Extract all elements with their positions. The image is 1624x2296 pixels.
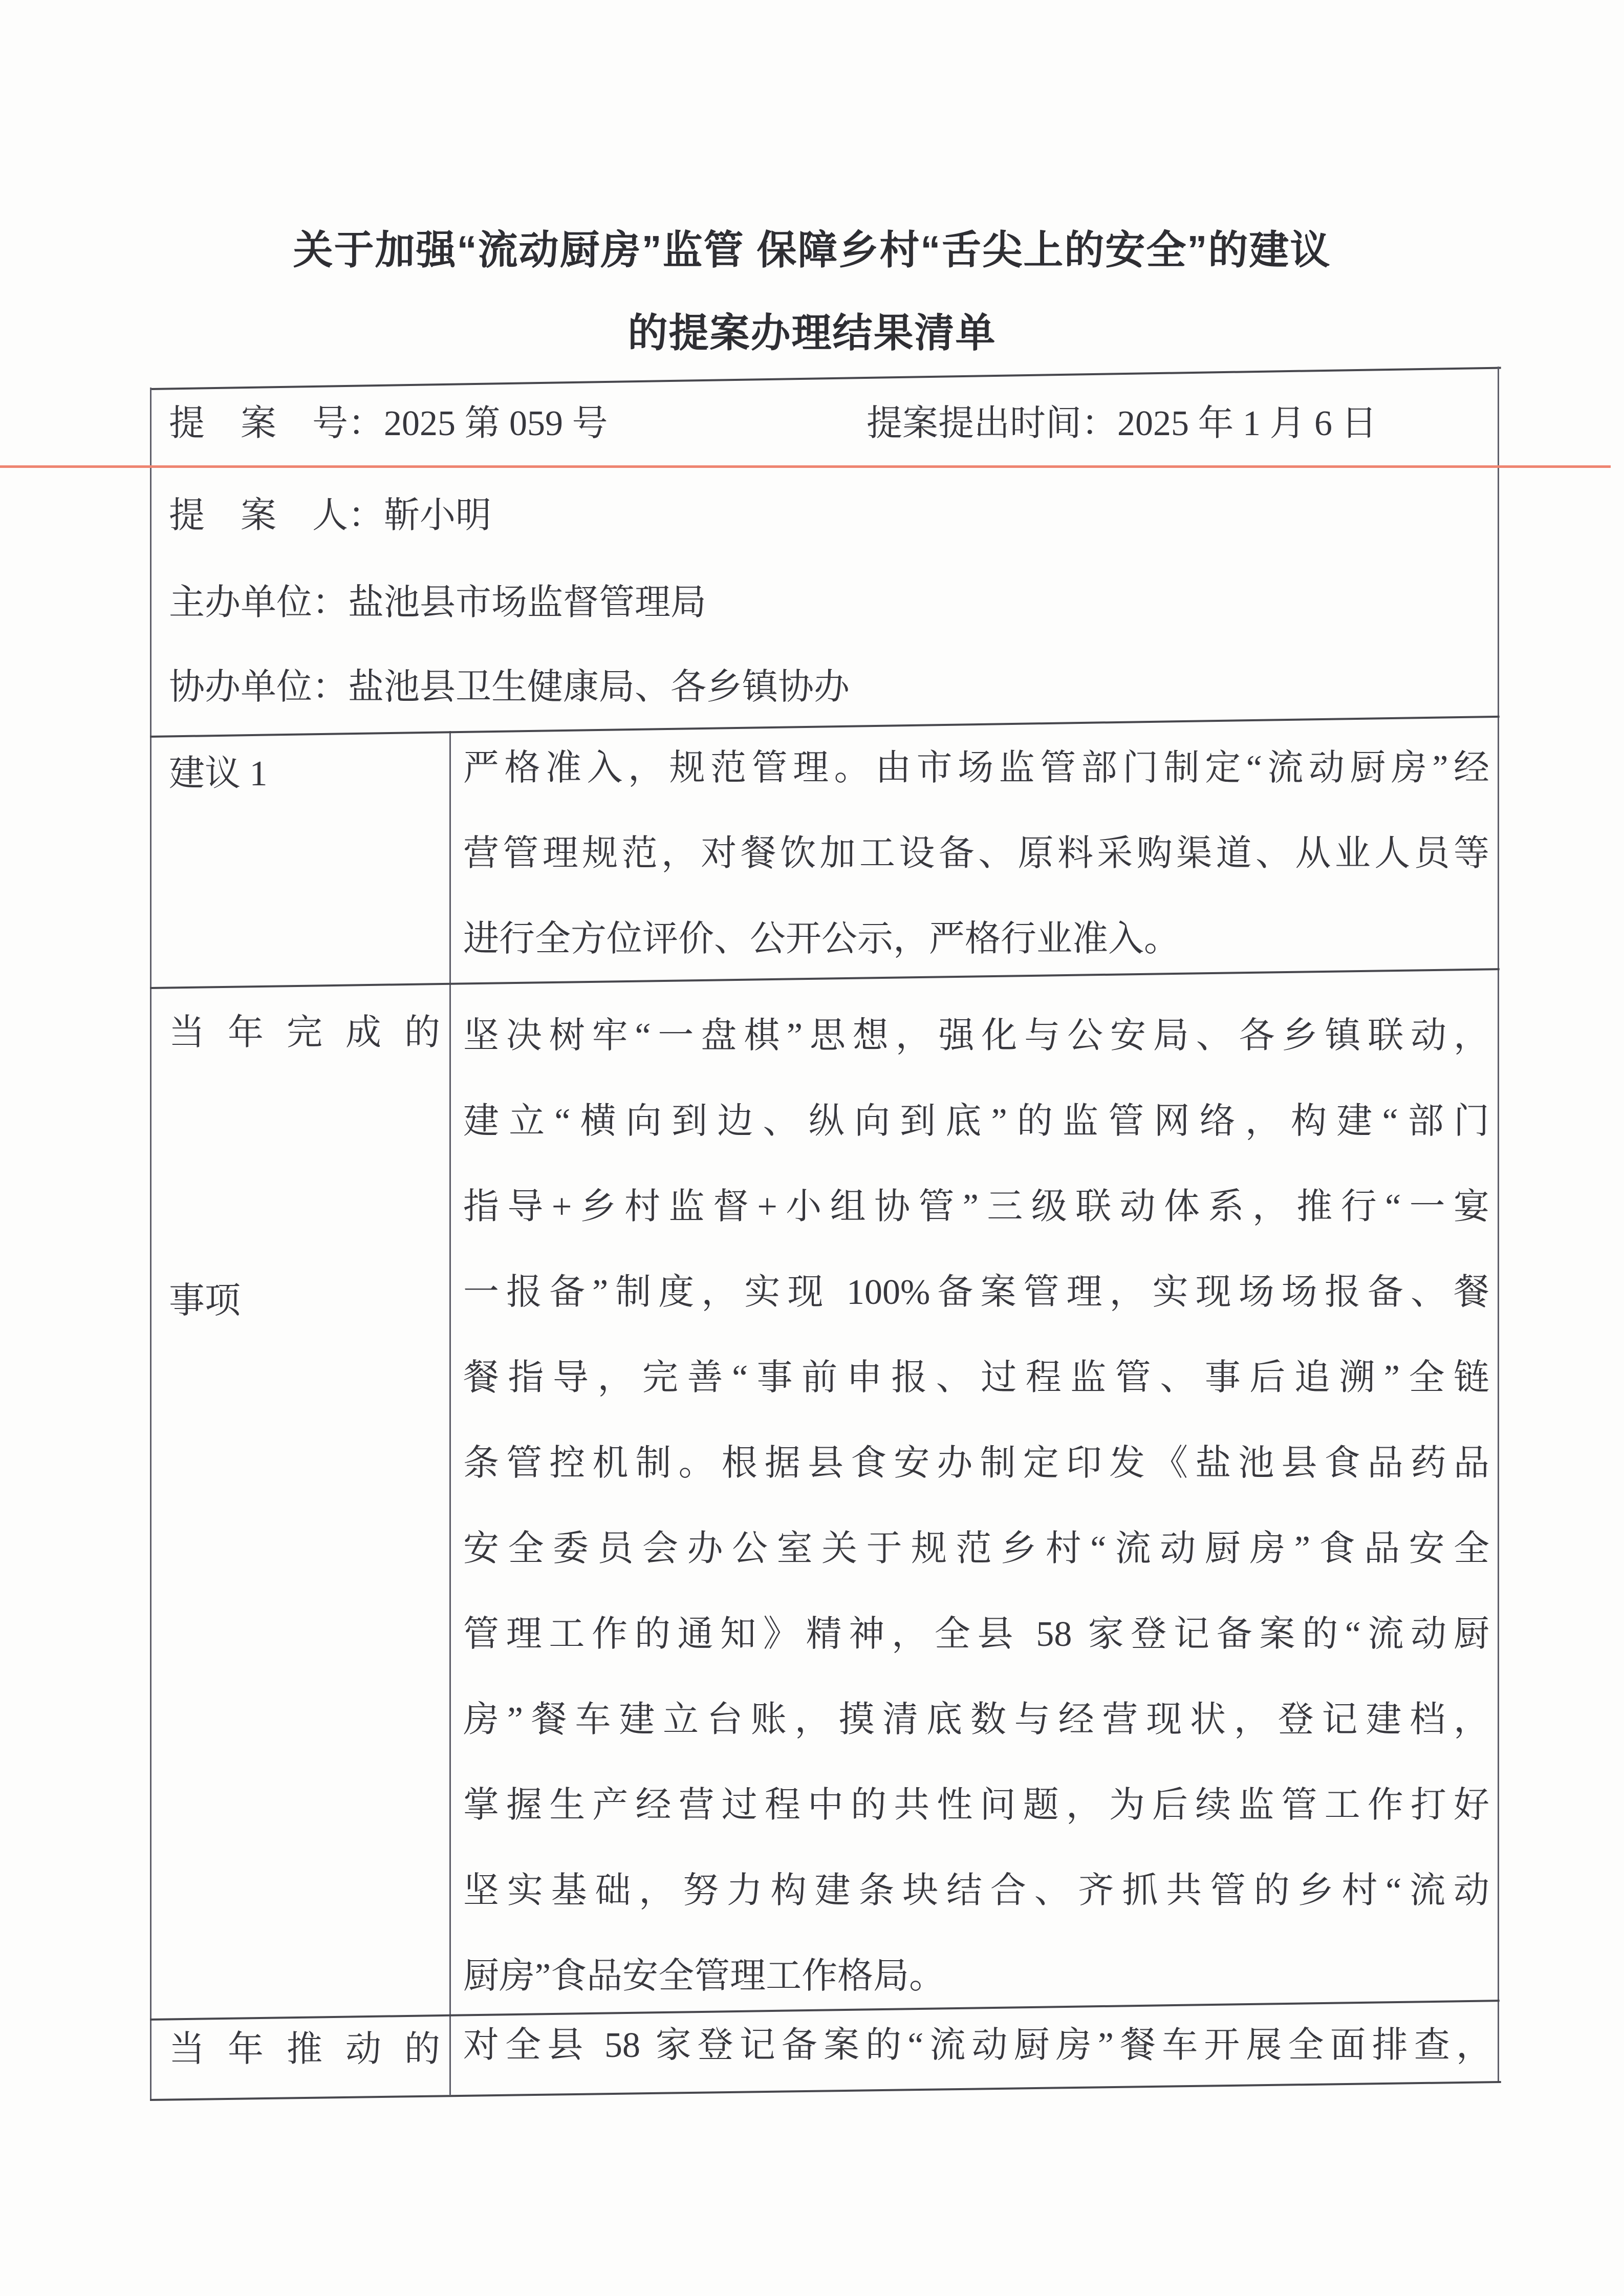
table-border-top	[150, 367, 1501, 390]
text-line: 营管理规范，对餐饮加工设备、原料采购渠道、从业人员等	[463, 834, 1489, 873]
scan-artifact-red-line	[0, 465, 1611, 468]
text-line: 厨房”食品安全管理工作格局。	[463, 1957, 945, 1996]
completed-items-content	[463, 1013, 1489, 2038]
text-line: 进行全方位评价、公开公示，严格行业准入。	[463, 919, 1180, 959]
document-title-line-1: 关于加强“流动厨房”监管 保障乡村“舌尖上的安全”的建议	[293, 227, 1331, 272]
suggestion-1-label: 建议 1	[169, 754, 268, 793]
promoted-items-content	[463, 2022, 1492, 2108]
proposer: 提 案 人：靳小明	[169, 496, 491, 535]
table-column-separator	[449, 731, 451, 2095]
completed-items-label-line-1: 当年完成的	[169, 1013, 440, 1053]
text-line: 对全县 58 家登记备案的“流动厨房”餐车开展全面排查，	[463, 2026, 1492, 2065]
row-separator-info-suggestion	[150, 716, 1500, 738]
suggestion-1-content	[463, 745, 1489, 1001]
proposal-submit-time: 提案提出时间：2025 年 1 月 6 日	[867, 404, 1377, 443]
text-line: 掌握生产经营过程中的共性问题，为后续监管工作打好	[463, 1786, 1489, 1825]
document-title-line-2: 的提案办理结果清单	[627, 310, 997, 355]
text-line: 坚决树牢“一盘棋”思想，强化与公安局、各乡镇联动，	[463, 1016, 1489, 1056]
text-line: 一报备”制度，实现 100%备案管理，实现场场报备、餐	[463, 1273, 1489, 1312]
completed-items-label-line-2: 事项	[169, 1281, 241, 1321]
co-organizer-unit: 协办单位：盐池县卫生健康局、各乡镇协办	[169, 668, 850, 707]
text-line: 严格准入，规范管理。由市场监管部门制定“流动厨房”经	[463, 748, 1489, 788]
text-line: 房”餐车建立台账，摸清底数与经营现状，登记建档，	[463, 1700, 1489, 1740]
text-line: 条管控机制。根据县食安办制定印发《盐池县食品药品	[463, 1444, 1489, 1483]
promoted-items-label: 当年推动的	[169, 2030, 440, 2069]
text-line: 建立“横向到边、纵向到底”的监管网络，构建“部门	[463, 1102, 1489, 1141]
text-line: 坚实基础，努力构建条块结合、齐抓共管的乡村“流动	[463, 1871, 1489, 1911]
text-line: 管理工作的通知》精神，全县 58 家登记备案的“流动厨	[463, 1615, 1489, 1654]
text-line: 指导+乡村监督+小组协管”三级联动体系，推行“一宴	[463, 1187, 1489, 1227]
text-line: 餐指导，完善“事前申报、过程监管、事后追溯”全链	[463, 1358, 1489, 1398]
proposal-number: 提 案 号：2025 第 059 号	[169, 404, 608, 443]
text-line: 安全委员会办公室关于规范乡村“流动厨房”食品安全	[463, 1529, 1489, 1569]
table-border-left	[150, 388, 151, 2100]
table-border-right	[1498, 367, 1499, 2083]
organizer-unit: 主办单位：盐池县市场监督管理局	[169, 583, 706, 623]
